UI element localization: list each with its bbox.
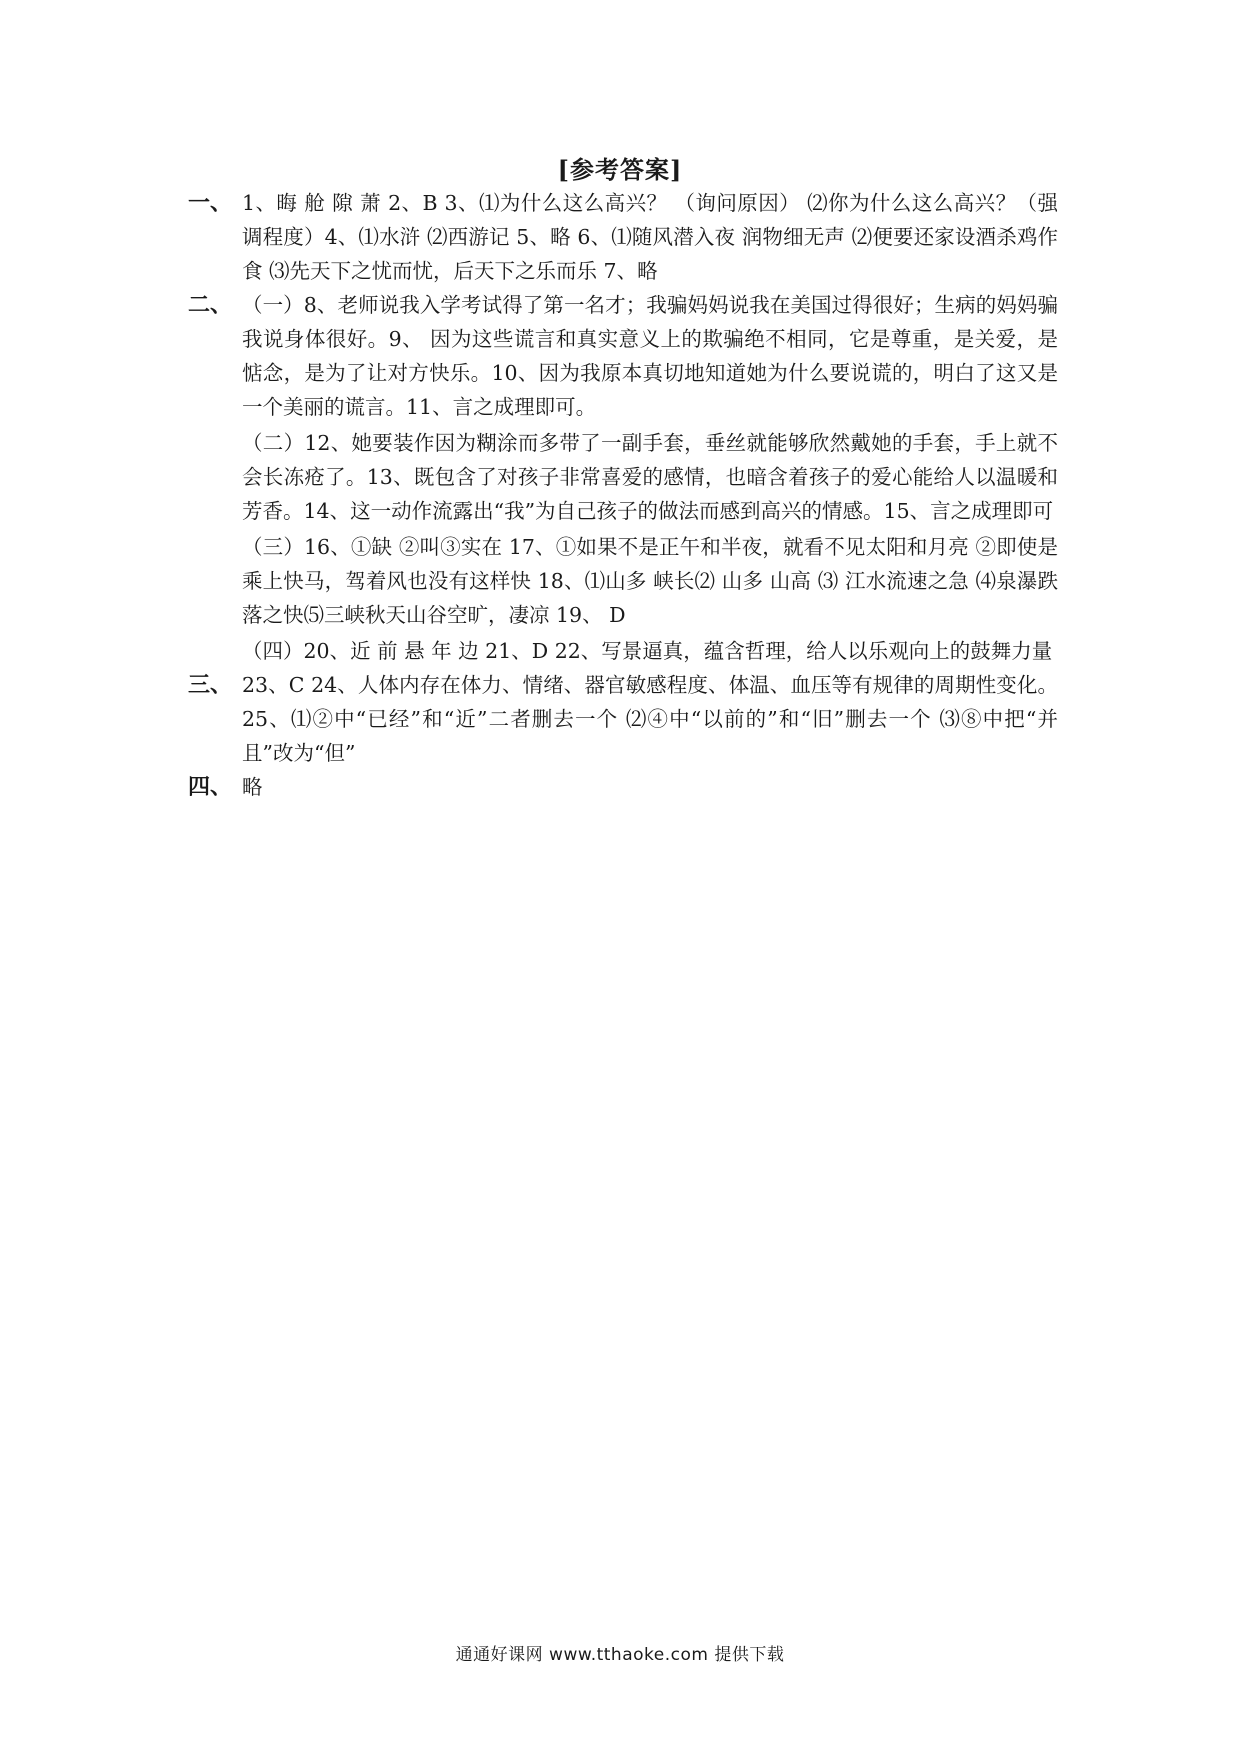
section-number: 二、 — [188, 292, 233, 318]
section-number: 一、 — [188, 190, 233, 216]
section-number: 四、 — [188, 774, 233, 800]
section-number: 三、 — [188, 672, 233, 698]
footer-credit: 通通好课网 www.tthaoke.com 提供下载 — [455, 1645, 785, 1665]
document-title: [参考答案] — [557, 155, 683, 184]
section-paragraph: （三）16、①缺 ②叫③实在 17、①如果不是正午和半夜，就看不见太阳和月亮 ②即使是乘上快马，驾着风也没有这样快 18、⑴山多 峡长⑵ 山多 山高 ⑶ 江水流速之急 ⑷泉瀑跌落之快⑸三峡秋天山谷空旷，凄凉 19、 D — [242, 535, 1058, 627]
answer-content — [188, 186, 1058, 804]
section-paragraph: （二）12、她要装作因为糊涂而多带了一副手套，垂丝就能够欣然戴她的手套，手上就不会长冻疮了。13、既包含了对孩子非常喜爱的感情，也暗含着孩子的爱心能给人以温暖和芳香。14、这一动作流露出“我”为自己孩子的做法而感到高兴的情感。15、言之成理即可 — [242, 431, 1058, 523]
section-4 — [188, 770, 1058, 804]
section-paragraph: 略 — [242, 775, 263, 799]
section-paragraph: 23、C 24、人体内存在体力、情绪、器官敏感程度、体温、血压等有规律的周期性变化。25、⑴②中“已经”和“近”二者删去一个 ⑵④中“以前的”和“旧”删去一个 ⑶⑧中把“并且”改为“但” — [242, 673, 1058, 765]
section-1 — [188, 186, 1058, 288]
section-paragraph: 1、晦 舱 隙 萧 2、B 3、⑴为什么这么高兴？ （询问原因） ⑵你为什么这么高兴？（强调程度）4、⑴水浒 ⑵西游记 5、略 6、⑴随风潜入夜 润物细无声 ⑵便要还家设酒杀鸡作食 ⑶先天下之忧而忧，后天下之乐而乐 7、略 — [242, 191, 1058, 283]
section-3 — [188, 668, 1058, 770]
section-2 — [188, 288, 1058, 668]
section-paragraph: （四）20、近 前 悬 年 边 21、D 22、写景逼真，蕴含哲理，给人以乐观向上的鼓舞力量 — [242, 639, 1053, 663]
section-paragraph: （一）8、老师说我入学考试得了第一名才；我骗妈妈说我在美国过得很好；生病的妈妈骗我说身体很好。9、 因为这些谎言和真实意义上的欺骗绝不相同，它是尊重，是关爱，是惦念，是为了让对方快乐。10、因为我原本真切地知道她为什么要说谎的，明白了这又是一个美丽的谎言。11、言之成理即可。 — [242, 293, 1058, 419]
